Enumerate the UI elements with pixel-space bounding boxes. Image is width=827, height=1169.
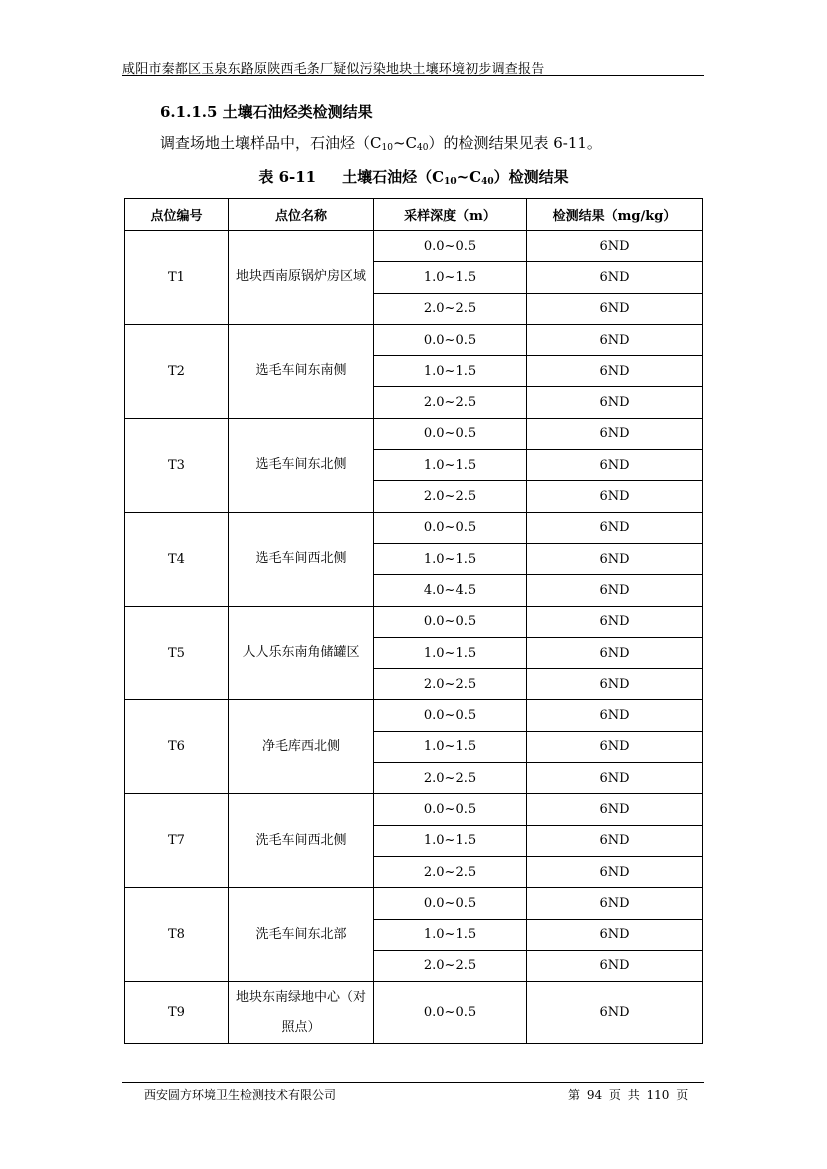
result-cell: 6ND	[527, 512, 703, 543]
result-cell: 6ND	[527, 418, 703, 449]
result-cell: 6ND	[527, 231, 703, 262]
depth-cell: 2.0~2.5	[374, 763, 527, 794]
col-header-point-name: 点位名称	[229, 199, 374, 231]
depth-cell: 0.0~0.5	[374, 888, 527, 919]
col-header-point-id: 点位编号	[125, 199, 229, 231]
result-cell: 6ND	[527, 356, 703, 387]
depth-cell: 1.0~1.5	[374, 637, 527, 668]
point-id-cell: T1	[125, 231, 229, 325]
point-id-cell: T5	[125, 606, 229, 700]
table-header-row	[125, 199, 703, 231]
result-cell: 6ND	[527, 450, 703, 481]
depth-cell: 0.0~0.5	[374, 231, 527, 262]
depth-cell: 0.0~0.5	[374, 700, 527, 731]
result-cell: 6ND	[527, 387, 703, 418]
depth-cell: 1.0~1.5	[374, 919, 527, 950]
depth-cell: 0.0~0.5	[374, 606, 527, 637]
table-row	[125, 418, 703, 449]
table-row	[125, 231, 703, 262]
result-cell: 6ND	[527, 262, 703, 293]
result-cell: 6ND	[527, 481, 703, 512]
depth-cell: 2.0~2.5	[374, 856, 527, 887]
point-name-cell: 人人乐东南角储罐区	[229, 606, 374, 700]
depth-cell: 0.0~0.5	[374, 982, 527, 1044]
result-cell: 6ND	[527, 856, 703, 887]
point-name-cell: 选毛车间东南侧	[229, 324, 374, 418]
result-cell: 6ND	[527, 669, 703, 700]
point-name-cell: 洗毛车间西北侧	[229, 794, 374, 888]
intro-paragraph: 调查场地土壤样品中，石油烃$(C_{10}\sim C_{40})$的检测结果见表 6-11。	[160, 134, 602, 153]
depth-cell: 2.0~2.5	[374, 669, 527, 700]
depth-cell: 2.0~2.5	[374, 293, 527, 324]
col-header-depth: 采样深度（m）	[374, 199, 527, 231]
point-id-cell: T8	[125, 888, 229, 982]
result-cell: 6ND	[527, 763, 703, 794]
table-body	[125, 231, 703, 1044]
result-cell: 6ND	[527, 543, 703, 574]
header-divider	[122, 75, 704, 76]
depth-cell: 0.0~0.5	[374, 794, 527, 825]
result-cell: 6ND	[527, 606, 703, 637]
point-name-cell: 地块西南原锅炉房区域	[229, 231, 374, 325]
result-cell: 6ND	[527, 731, 703, 762]
point-name-cell: 选毛车间东北侧	[229, 418, 374, 512]
result-cell: 6ND	[527, 919, 703, 950]
point-id-cell: T9	[125, 982, 229, 1044]
point-name-cell: 净毛库西北侧	[229, 700, 374, 794]
point-id-cell: T7	[125, 794, 229, 888]
point-id-cell: T4	[125, 512, 229, 606]
depth-cell: 0.0~0.5	[374, 324, 527, 355]
result-cell: 6ND	[527, 293, 703, 324]
point-id-cell: T6	[125, 700, 229, 794]
depth-cell: 1.0~1.5	[374, 825, 527, 856]
result-cell: 6ND	[527, 575, 703, 606]
depth-cell: 1.0~1.5	[374, 543, 527, 574]
depth-cell: 2.0~2.5	[374, 387, 527, 418]
depth-cell: 1.0~1.5	[374, 356, 527, 387]
depth-cell: 1.0~1.5	[374, 450, 527, 481]
depth-cell: 4.0~4.5	[374, 575, 527, 606]
results-table	[124, 198, 703, 1044]
section-title: 6.1.1.5 土壤石油烃类检测结果	[160, 103, 373, 121]
result-cell: 6ND	[527, 700, 703, 731]
footer-page-number: 第 94 页 共 110 页	[568, 1088, 689, 1102]
table-row	[125, 512, 703, 543]
result-cell: 6ND	[527, 950, 703, 981]
result-cell: 6ND	[527, 825, 703, 856]
table-row	[125, 888, 703, 919]
table-number: 表 6-11	[258, 168, 317, 186]
table-row	[125, 794, 703, 825]
depth-cell: 1.0~1.5	[374, 731, 527, 762]
point-name-cell: 洗毛车间东北部	[229, 888, 374, 982]
footer-company: 西安圆方环境卫生检测技术有限公司	[144, 1088, 337, 1102]
footer-divider	[122, 1082, 704, 1083]
depth-cell: 0.0~0.5	[374, 418, 527, 449]
depth-cell: 0.0~0.5	[374, 512, 527, 543]
table-caption: 表 6-11 土壤石油烃$(C_{10}\sim C_{40})$检测结果	[258, 168, 569, 187]
page-header-title: 咸阳市秦都区玉泉东路原陕西毛条厂疑似污染地块土壤环境初步调查报告	[122, 62, 545, 77]
point-name-cell: 地块东南绿地中心（对照点）	[229, 982, 374, 1044]
result-cell: 6ND	[527, 794, 703, 825]
table-row	[125, 606, 703, 637]
point-id-cell: T3	[125, 418, 229, 512]
table-row	[125, 324, 703, 355]
table-row	[125, 700, 703, 731]
table-row	[125, 982, 703, 1044]
result-cell: 6ND	[527, 324, 703, 355]
depth-cell: 1.0~1.5	[374, 262, 527, 293]
result-cell: 6ND	[527, 888, 703, 919]
result-cell: 6ND	[527, 637, 703, 668]
point-id-cell: T2	[125, 324, 229, 418]
depth-cell: 2.0~2.5	[374, 481, 527, 512]
point-name-cell: 选毛车间西北侧	[229, 512, 374, 606]
depth-cell: 2.0~2.5	[374, 950, 527, 981]
col-header-result: 检测结果（mg/kg）	[527, 199, 703, 231]
result-cell: 6ND	[527, 982, 703, 1044]
